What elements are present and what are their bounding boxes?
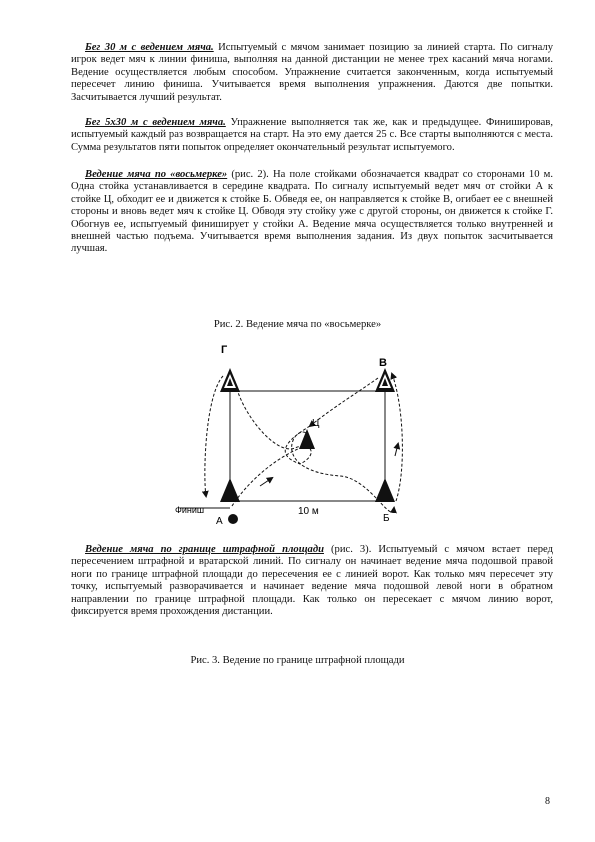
paragraph-title: Ведение мяча по границе штрафной площади: [85, 544, 324, 555]
figure-3-caption: Рис. 3. Ведение по границе штрафной площади: [190, 655, 405, 666]
paragraph-text: (рис. 3). Испытуемый с мячом встает перед пересечением штрафной и вратарской линий. По сигналу он начинает ведение мяча подошвой правой ноги по границе штрафной площади до пересечения ее с линией ворот. Как только мяч пересечет эту точку, испытуемый разворачивается и начинает ведение мяча подошвой левой ноги в обратном направлении по границе штрафной площади. Как только он пересекает с мячом линию ворот, фиксируется время прохождения дистанции.: [71, 544, 553, 618]
label-v: В: [379, 357, 387, 369]
label-distance: 10 м: [298, 506, 319, 517]
arrow-right-up: [395, 444, 398, 456]
figure-eight-diagram: [160, 336, 440, 536]
path-b-to-v: [392, 374, 402, 501]
label-a: А: [216, 516, 223, 527]
paragraph-title: Бег 30 м с ведением мяча.: [85, 42, 214, 53]
cone-b: [375, 478, 395, 502]
label-b: Б: [383, 513, 390, 524]
label-c: Ц: [312, 418, 320, 429]
paragraph-text: (рис. 2). На поле стойками обозначается квадрат со сторонами 10 м. Одна стойка устанавливается в середине квадрата. По сигналу испытуемый ведет мяч от стойки А к стойке Ц, обходит ее и движется к стойке Б. Обведя ее, он направляется к стойке В, огибает ее с внешней стороны и вновь ведет мяч к стойке Ц. Обводя эту стойку уже с другой стороны, он движется к стойке Г. Обогнув ее, испытуемый финиширует у стойки А. Ведение мяча осуществляется только внутренней и внешней частью подъема. Учитывается время выполнения задания. Из двух попыток засчитывается лучшая.: [71, 169, 553, 255]
path-c-to-g: [235, 381, 311, 464]
arrow-start: [260, 478, 272, 486]
paragraph-run-5x30m: [71, 117, 553, 154]
ball-icon: [228, 514, 238, 524]
paragraph-title: Бег 5х30 м с ведением мяча.: [85, 117, 226, 128]
figure-2-caption: Рис. 2. Ведение мяча по «восьмерке»: [213, 319, 382, 330]
paragraph-figure-eight: [71, 169, 553, 256]
paragraph-penalty-area: [71, 544, 553, 618]
cone-v: [375, 368, 395, 392]
path-g-to-finish: [205, 376, 223, 496]
cone-a: [220, 478, 240, 502]
path-v-to-c: [310, 378, 378, 426]
paragraph-run-30m: [71, 42, 553, 104]
cone-g: [220, 368, 240, 392]
paragraph-text: Испытуемый с мячом занимает позицию за линией старта. По сигналу игрок ведет мяч к линии финиша, выполняя на данной дистанции не менее трех касаний мяча ногами. Ведение осуществляется любым способом. Упражнение считается законченным, когда испытуемый пересечет линию финиша. Учитывается время выполнения упражнения. Даются две попытки. Засчитывается лучший результат.: [71, 42, 554, 103]
label-finish: Финиш: [175, 505, 205, 515]
label-g: Г: [221, 344, 228, 356]
page-number: 8: [545, 796, 550, 807]
paragraph-title: Ведение мяча по «восьмерке»: [85, 169, 228, 180]
paragraph-text: Упражнение выполняется так же, как и предыдущее. Финишировав, испытуемый каждый раз возвращается на старт. На это ему дается 25 с. Все старты выполняются с места. Сумма результатов пяти попыток определяет окончательный результат испытуемого.: [71, 117, 553, 153]
